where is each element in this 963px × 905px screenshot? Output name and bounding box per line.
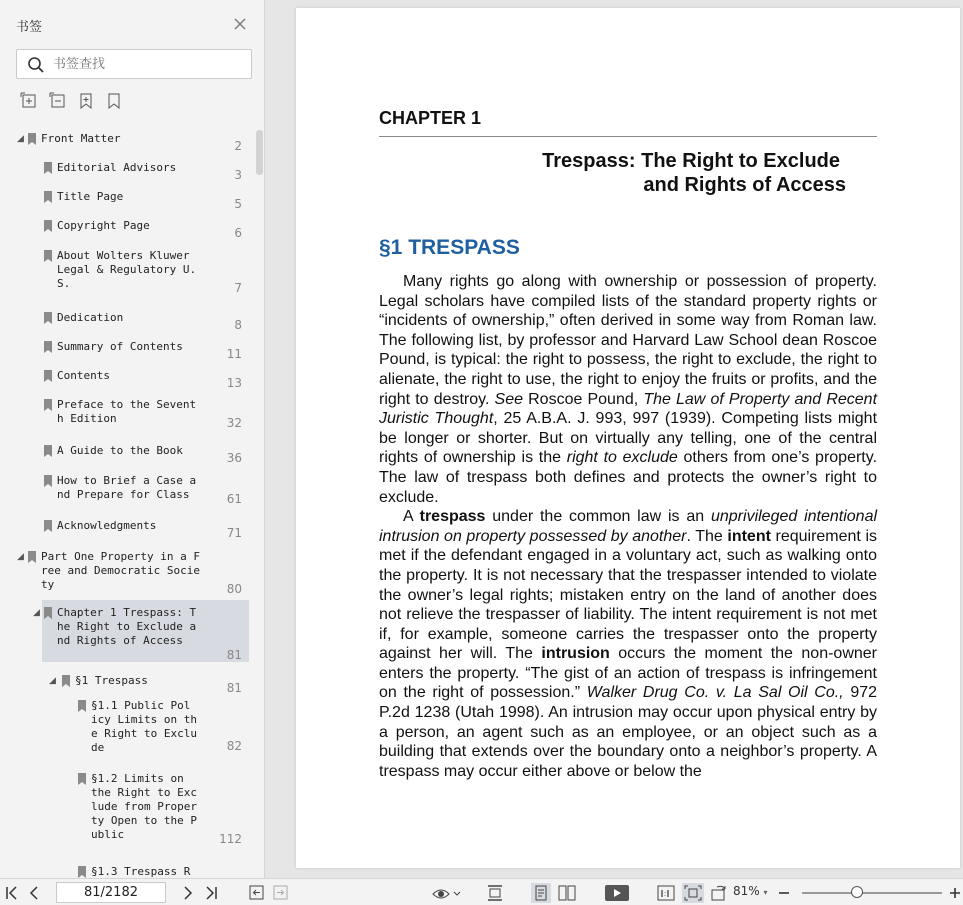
bookmark-icon [43, 520, 53, 532]
bookmark-label: §1 Trespass [75, 674, 148, 687]
next-page-icon[interactable] [180, 883, 196, 903]
expand-toggle-icon[interactable]: ◢ [17, 134, 24, 144]
bookmark-item[interactable] [0, 305, 256, 333]
add-bookmark-icon[interactable] [77, 92, 95, 110]
bookmark-item[interactable] [0, 155, 256, 183]
zoom-out-icon[interactable] [777, 883, 791, 903]
bookmark-label: How to Brief a Case a nd Prepare for Class [57, 474, 197, 501]
chapter-heading: CHAPTER 1 [379, 108, 482, 128]
bookmark-page-number: 13 [226, 376, 242, 390]
rotate-icon[interactable] [709, 883, 729, 903]
play-slideshow-icon[interactable] [604, 883, 630, 903]
bookmark-tree [0, 128, 256, 878]
actual-size-icon[interactable] [656, 883, 676, 903]
bookmark-label: Copyright Page [57, 219, 150, 232]
bookmark-label: Acknowledgments [57, 519, 157, 532]
bookmark-item[interactable] [33, 600, 249, 662]
last-page-icon[interactable] [203, 883, 219, 903]
bookmark-icon [77, 866, 87, 878]
bookmark-label: Preface to the Sevent h Edition [57, 398, 197, 425]
bookmark-page-number: 81 [226, 648, 242, 662]
bookmark-label: Dedication [57, 311, 124, 324]
bookmark-page-number: 82 [226, 739, 242, 753]
bookmark-icon [43, 312, 53, 324]
bookmark-item[interactable] [0, 693, 256, 763]
bookmark-item[interactable] [0, 213, 256, 241]
expand-toggle-icon[interactable]: ◢ [49, 676, 56, 686]
bookmark-icon [43, 445, 53, 457]
page-number-input[interactable]: 81/2182 [56, 882, 166, 903]
bookmark-search-input[interactable] [53, 54, 243, 74]
zoom-slider-thumb[interactable] [851, 886, 863, 898]
bookmark-page-number: 36 [226, 451, 242, 465]
bookmark-label: §1.3 Trespass R [91, 865, 191, 878]
bookmark-sidebar [0, 0, 265, 878]
bookmark-item[interactable] [0, 438, 256, 466]
bookmark-label: Front Matter [41, 132, 121, 145]
back-icon[interactable] [249, 883, 265, 903]
zoom-slider[interactable] [802, 892, 942, 894]
first-page-icon[interactable] [4, 883, 20, 903]
bookmark-page-number: 71 [226, 526, 242, 540]
bookmark-label: Contents [57, 369, 110, 382]
bookmark-label: Part One Property in a F ree and Democratic Socie ty [41, 550, 200, 591]
bookmark-page-number: 11 [226, 347, 242, 361]
body-text [379, 272, 877, 781]
bookmark-icon [43, 250, 53, 262]
bookmark-icon [43, 191, 53, 203]
bookmark-icon [43, 475, 53, 487]
zoom-dropdown-icon[interactable]: ▾ [763, 888, 768, 897]
bookmark-item[interactable] [0, 544, 256, 600]
bookmark-label: §1.2 Limits on the Right to Exc lude from Proper ty Open to the P ublic [91, 772, 197, 841]
bookmark-label: Summary of Contents [57, 340, 183, 353]
fit-page-icon[interactable] [682, 883, 704, 903]
bookmark-page-number: 6 [234, 226, 242, 240]
bookmark-label: About Wolters Kluwer Legal & Regulatory U. S. [57, 249, 197, 290]
bookmark-item[interactable] [0, 859, 256, 878]
zoom-level[interactable]: 81% ▾ [733, 884, 768, 898]
bookmark-page-number: 80 [226, 582, 242, 596]
bookmark-item[interactable] [0, 243, 256, 299]
chapter-rule [379, 136, 877, 137]
expand-toggle-icon[interactable]: ◢ [17, 552, 24, 562]
document-view[interactable] [266, 0, 963, 878]
bookmark-page-number: 7 [234, 281, 242, 295]
bookmark-page-number: 2 [234, 139, 242, 153]
zoom-in-icon[interactable] [948, 883, 962, 903]
bookmark-item[interactable] [0, 513, 256, 541]
bookmark-page-number: 3 [234, 168, 242, 182]
bookmark-page-number: 81 [226, 681, 242, 695]
paragraph-1: Many rights go along with ownership or possession of property. Legal scholars have compiled lists of the standard property rights or “incidents of ownership,” often derived in some way from Roman law. The following list, by professor and Harvard Law School dean Roscoe Pound, is typical: the right to possess, the right to exclude, the right to alienate, the right to use, the right to enjoy the fruits or profits, and the right to destroy. See Roscoe Pound, The Law of Property and Recent Juristic Thought, 25 A.B.A. J. 993, 997 (1939). Competing lists might be longer or shorter. But on virtually any telling, one of the central rights of ownership is the right to exclude others from one’s property. The law of trespass both defines and protects the owner’s right to exclude. [379, 273, 878, 506]
bookmark-icon [43, 607, 53, 619]
bookmark-icon [43, 162, 53, 174]
chapter-title-line1: Trespass: The Right to Exclude [542, 150, 840, 172]
paragraph-2: A trespass under the common law is an unprivileged intentional intrusion on property possessed by another. The intent requirement is met if the defendant engaged in a voluntary act, such as walking onto the property. It is not necessary that the trespasser intended to violate the owner’s legal rights; mistaken entry on the land of another does not relieve the trespasser of liability. The intent requirement is not met if, for example, someone carries the trespasser onto the property against her will. The intrusion occurs the moment the non-owner enters the property. “The gist of an action of trespass is infringement on the right of possession.” Walker Drug Co. v. La Sal Oil Co., 972 P.2d 1238 (Utah 1998). An intrusion may occur upon physical entry by a person, an agent such as an employee, or an object such as a building that extends over the boundary onto a neighbor’s property. A trespass may occur either above or below the [379, 508, 878, 780]
single-page-icon[interactable] [531, 883, 551, 903]
bookmark-item[interactable] [0, 392, 256, 434]
bookmark-page-number: 32 [226, 416, 242, 430]
bookmark-item[interactable] [0, 766, 256, 850]
eye-view-icon[interactable] [431, 883, 461, 903]
expand-toggle-icon[interactable]: ◢ [33, 608, 40, 618]
bottom-toolbar [0, 878, 963, 905]
bookmark-item[interactable] [0, 128, 256, 154]
expand-all-icon[interactable] [20, 92, 38, 110]
search-icon [27, 56, 45, 74]
bookmark-label: Editorial Advisors [57, 161, 177, 174]
collapse-all-icon[interactable] [49, 92, 67, 110]
bookmark-icon [77, 773, 87, 785]
bookmark-label: Title Page [57, 190, 124, 203]
bookmark-search-box[interactable] [16, 49, 252, 79]
bookmark-icon [61, 675, 71, 687]
bookmark-icon [43, 220, 53, 232]
document-page [296, 8, 960, 868]
bookmark-item[interactable] [0, 363, 256, 391]
two-page-icon[interactable] [557, 883, 577, 903]
bookmark-icon [43, 341, 53, 353]
bookmark-icon [27, 551, 37, 563]
prev-page-icon[interactable] [26, 883, 42, 903]
bookmark-item[interactable] [0, 668, 256, 696]
bookmark-icon [43, 370, 53, 382]
bookmark-page-number: 5 [234, 197, 242, 211]
chapter-title-line2: and Rights of Access [643, 174, 846, 196]
bookmark-page-number: 112 [219, 832, 242, 846]
close-icon[interactable] [232, 16, 248, 32]
bookmark-item[interactable] [0, 468, 256, 510]
sidebar-scrollbar[interactable] [256, 130, 263, 175]
bookmark-item[interactable] [0, 184, 256, 212]
bookmark-label: Chapter 1 Trespass: T he Right to Exclude a nd Rights of Access [57, 606, 197, 647]
section-heading: §1 TRESPASS [379, 236, 520, 259]
bookmark-page-number: 61 [226, 492, 242, 506]
bookmark-icon [43, 399, 53, 411]
bookmark-icon [77, 700, 87, 712]
bookmark-page-number: 8 [234, 318, 242, 332]
bookmark-item[interactable] [0, 334, 256, 362]
bookmark-icon [27, 133, 37, 145]
bookmark-label: A Guide to the Book [57, 444, 183, 457]
bookmark-icon[interactable] [105, 92, 123, 110]
forward-icon[interactable] [273, 883, 289, 903]
page-break-icon[interactable] [486, 883, 504, 903]
bookmark-label: §1.1 Public Pol icy Limits on th e Right to Exclu de [91, 699, 197, 754]
sidebar-title: 书签 [16, 20, 43, 35]
